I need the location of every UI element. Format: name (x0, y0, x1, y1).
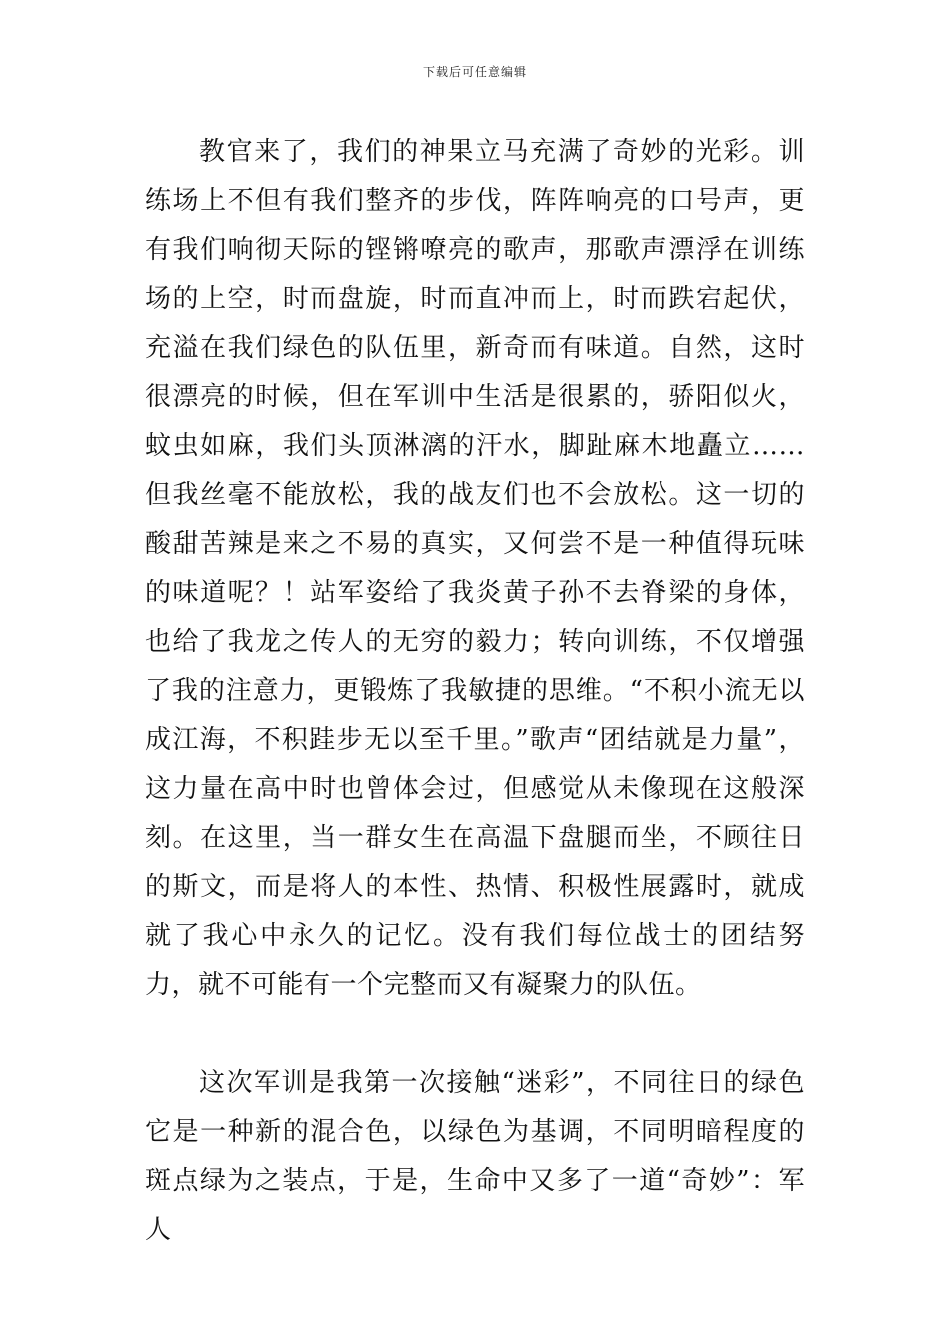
page-header: 下载后可任意编辑 (422, 65, 527, 79)
body-paragraph-1: 教官来了，我们的神果立马充满了奇妙的光彩。训练场上不但有我们整齐的步伐，阵阵响亮的口号声，更有我们响彻天际的铿锵嘹亮的歌声，那歌声漂浮在训练场的上空，时而盘旋，时而直冲而上，时而跌宕起伏，充溢在我们绿色的队伍里，新奇而有味道。自然，这时很漂亮的时候，但在军训中生活是很累的，骄阳似火，蚊虫如麻，我们头顶淋漓的汗水，脚趾麻木地矗立……但我丝毫不能放松，我的战友们也不会放松。这一切的酸甜苦辣是来之不易的真实，又何尝不是一种值得玩味的味道呢？！站军姿给了我炎黄子孙不去脊梁的身体，也给了我龙之传人的无穷的毅力；转向训练，不仅增强了我的注意力，更锻炼了我敏捷的思维。“不积小流无以成江海，不积跬步无以至千里。”歌声“团结就是力量”，这力量在高中时也曾体会过，但感觉从未像现在这般深刻。在这里，当一群女生在高温下盘腿而坐，不顾往日的斯文，而是将人的本性、热情、积极性展露时，就成就了我心中永久的记忆。没有我们每位战士的团结努力，就不可能有一个完整而又有凝聚力的队伍。 (145, 137, 805, 1000)
document-body (145, 128, 805, 1255)
body-paragraph-2: 这次军训是我第一次接触“迷彩”，不同往日的绿色它是一种新的混合色，以绿色为基调，不同明暗程度的斑点绿为之装点，于是，生命中又多了一道“奇妙”：军人 (145, 1068, 805, 1245)
